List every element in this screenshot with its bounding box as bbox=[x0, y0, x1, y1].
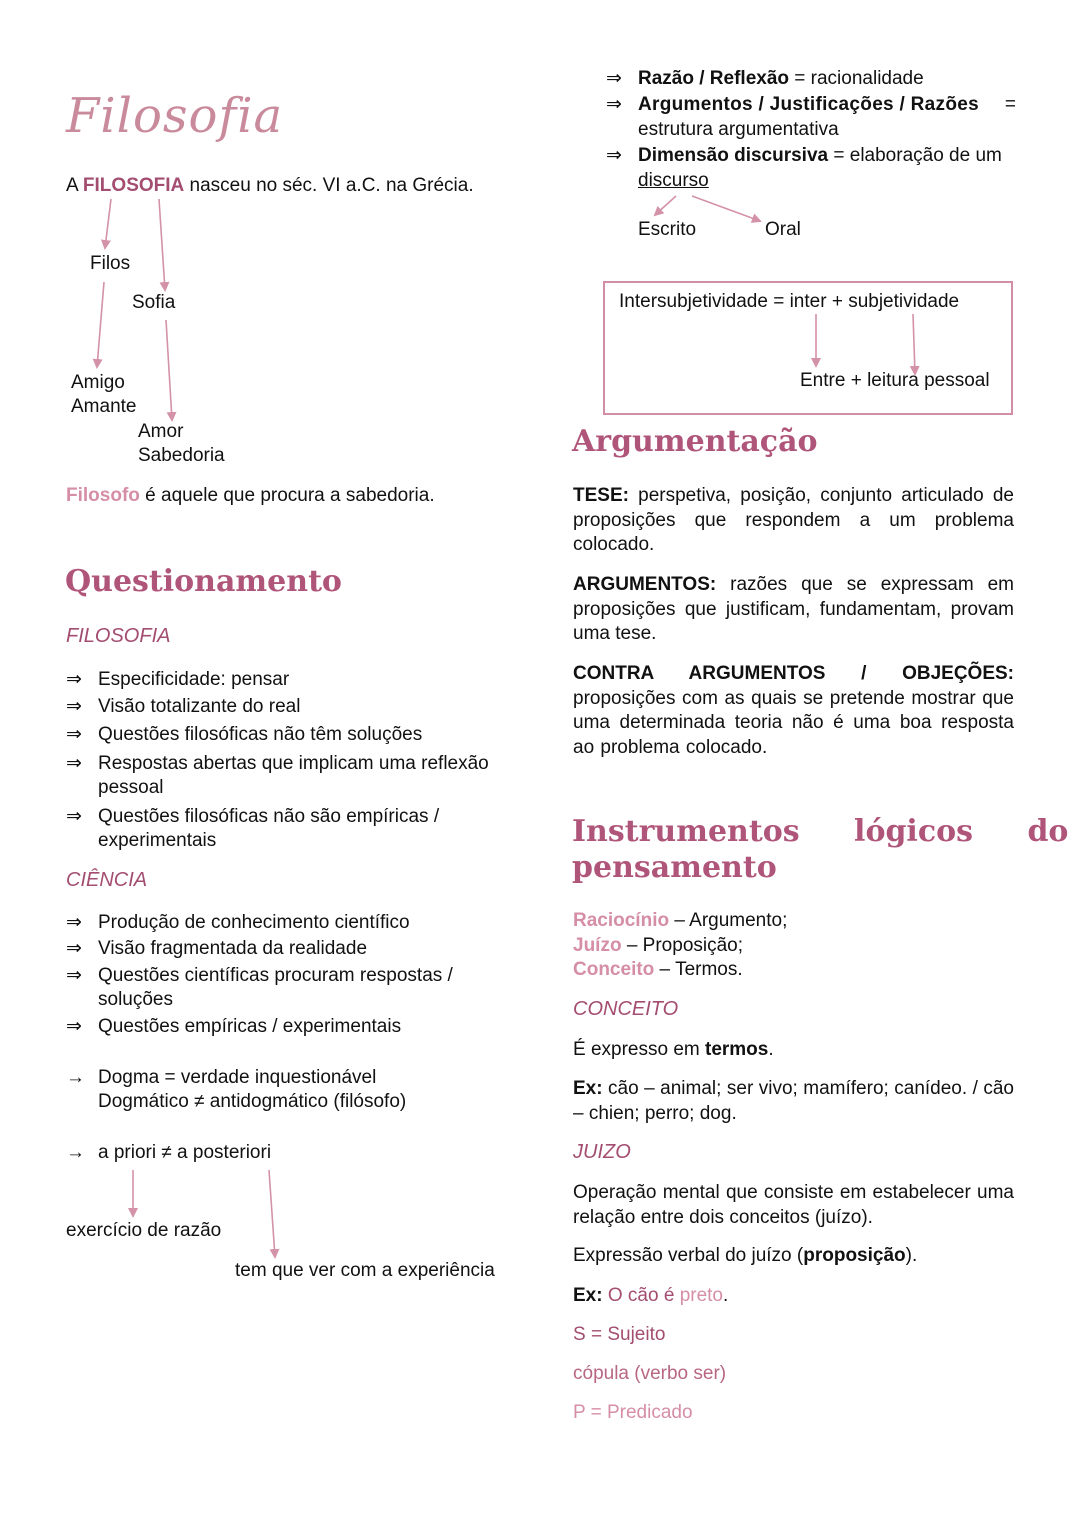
bullet-arrow: ⇒ bbox=[66, 938, 82, 959]
intro-sentence: A FILOSOFIA nasceu no séc. VI a.C. na Grécia. bbox=[66, 175, 474, 196]
arrow-aposteriori bbox=[269, 1170, 275, 1257]
predicado-label: P = Predicado bbox=[573, 1402, 693, 1423]
dogma-line1: Dogma = verdade inquestionável bbox=[98, 1067, 377, 1088]
bullet-arrow: ⇒ bbox=[66, 669, 82, 690]
etym-sabedoria: Sabedoria bbox=[138, 445, 225, 466]
etym-amigo: Amigo bbox=[71, 372, 125, 393]
heading-instrumentos: Instrumentos lógicos do bbox=[572, 814, 1069, 849]
escrito-label: Escrito bbox=[638, 219, 697, 240]
list-item: Questões científicas procuram respostas / bbox=[98, 965, 453, 986]
list-item: Questões filosóficas não têm soluções bbox=[98, 724, 423, 745]
list-item: Argumentos / Justificações / Razões = bbox=[638, 94, 1016, 115]
arrow-sofia-amor bbox=[166, 320, 172, 420]
conceito-text: É expresso em termos. bbox=[573, 1039, 774, 1060]
contra-paragraph: CONTRA ARGUMENTOS / OBJEÇÕES: proposições com as quais se pretende mostrar que uma determinada teoria não é uma boa resposta ao problema colocado. bbox=[573, 663, 1014, 758]
pair-conceito: Conceito – Termos. bbox=[573, 959, 743, 980]
list-item-cont: pessoal bbox=[98, 777, 164, 798]
heading-argumentacao: Argumentação bbox=[572, 424, 818, 459]
arrow-filo-filos bbox=[105, 199, 111, 248]
arrow-symbol: → bbox=[66, 1067, 85, 1088]
conceito-example: Ex: cão – animal; ser vivo; mamífero; canídeo. / cão – chien; perro; dog. bbox=[573, 1078, 1014, 1124]
list-item-cont: experimentais bbox=[98, 830, 217, 851]
apriori-line: a priori ≠ a posteriori bbox=[98, 1142, 272, 1163]
bullet-arrow: ⇒ bbox=[66, 753, 82, 774]
list-item: Produção de conhecimento científico bbox=[98, 912, 410, 933]
list-item: Dimensão discursiva = elaboração de um bbox=[638, 145, 1002, 166]
apriori-right: tem que ver com a experiência bbox=[235, 1260, 495, 1281]
argumentos-paragraph: ARGUMENTOS: razões que se expressam em proposições que justificam, fundamentam, provam uma tese. bbox=[573, 574, 1014, 644]
etym-sofia: Sofia bbox=[132, 292, 176, 313]
etym-filos: Filos bbox=[90, 253, 131, 274]
dogma-line2: Dogmático ≠ antidogmático (filósofo) bbox=[98, 1091, 407, 1112]
list-item-cont: discurso bbox=[638, 170, 709, 191]
arrow-discurso-oral bbox=[692, 196, 760, 221]
intersub-text: Intersubjetividade = inter + subjetividade bbox=[619, 291, 960, 312]
list-item: Questões empíricas / experimentais bbox=[98, 1016, 402, 1037]
heading-questionamento: Questionamento bbox=[65, 564, 342, 599]
arrow-symbol: → bbox=[66, 1142, 85, 1163]
label-filosofia: FILOSOFIA bbox=[66, 625, 171, 647]
arrow-filos-amigo bbox=[97, 282, 104, 367]
copula-label: cópula (verbo ser) bbox=[573, 1363, 727, 1384]
bullet-arrow: ⇒ bbox=[66, 965, 82, 986]
pair-juizo: Juízo – Proposição; bbox=[573, 935, 744, 956]
label-conceito: CONCEITO bbox=[573, 998, 679, 1020]
apriori-left: exercício de razão bbox=[66, 1220, 222, 1241]
arrow-sofia-sofia bbox=[159, 199, 165, 290]
label-ciencia: CIÊNCIA bbox=[66, 869, 148, 891]
juizo-text: Operação mental que consiste em estabelecer uma relação entre dois conceitos (juízo). bbox=[573, 1182, 1014, 1228]
bullet-arrow: ⇒ bbox=[66, 696, 82, 717]
arrow-discurso-escrito bbox=[655, 196, 676, 215]
oral-label: Oral bbox=[765, 219, 801, 240]
bullet-arrow: ⇒ bbox=[66, 806, 82, 827]
list-item: Respostas abertas que implicam uma reflexão bbox=[98, 753, 489, 774]
bullet-arrow: ⇒ bbox=[66, 912, 82, 933]
bullet-arrow: ⇒ bbox=[66, 724, 82, 745]
tese-paragraph: TESE: perspetiva, posição, conjunto articulado de proposições que respondem a um problema colocado. bbox=[573, 485, 1014, 555]
list-item-cont: soluções bbox=[98, 989, 173, 1010]
expressao-text: Expressão verbal do juízo (proposição). bbox=[573, 1245, 918, 1266]
bullet-arrow: ⇒ bbox=[606, 145, 622, 166]
etym-amante: Amante bbox=[71, 396, 137, 417]
list-item: Visão fragmentada da realidade bbox=[98, 938, 368, 959]
example-sentence: Ex: O cão é preto. bbox=[573, 1285, 729, 1306]
list-item: Especificidade: pensar bbox=[98, 669, 290, 690]
intersub-sub: Entre + leitura pessoal bbox=[800, 370, 990, 391]
list-item: Questões filosóficas não são empíricas / bbox=[98, 806, 440, 827]
bullet-arrow: ⇒ bbox=[606, 68, 622, 89]
bullet-arrow: ⇒ bbox=[606, 94, 622, 115]
sujeito-label: S = Sujeito bbox=[573, 1324, 666, 1345]
bullet-arrow: ⇒ bbox=[66, 1016, 82, 1037]
list-item-cont: estrutura argumentativa bbox=[638, 119, 839, 140]
label-juizo: JUIZO bbox=[573, 1141, 631, 1163]
page-title: Filosofia bbox=[66, 88, 284, 144]
heading-instrumentos-2: pensamento bbox=[572, 850, 777, 885]
filosofo-definition: Filosofo é aquele que procura a sabedoria. bbox=[66, 485, 435, 506]
etym-amor: Amor bbox=[138, 421, 184, 442]
list-item: Razão / Reflexão = racionalidade bbox=[638, 68, 924, 89]
pair-raciocinio: Raciocínio – Argumento; bbox=[573, 910, 788, 931]
list-item: Visão totalizante do real bbox=[98, 696, 301, 717]
